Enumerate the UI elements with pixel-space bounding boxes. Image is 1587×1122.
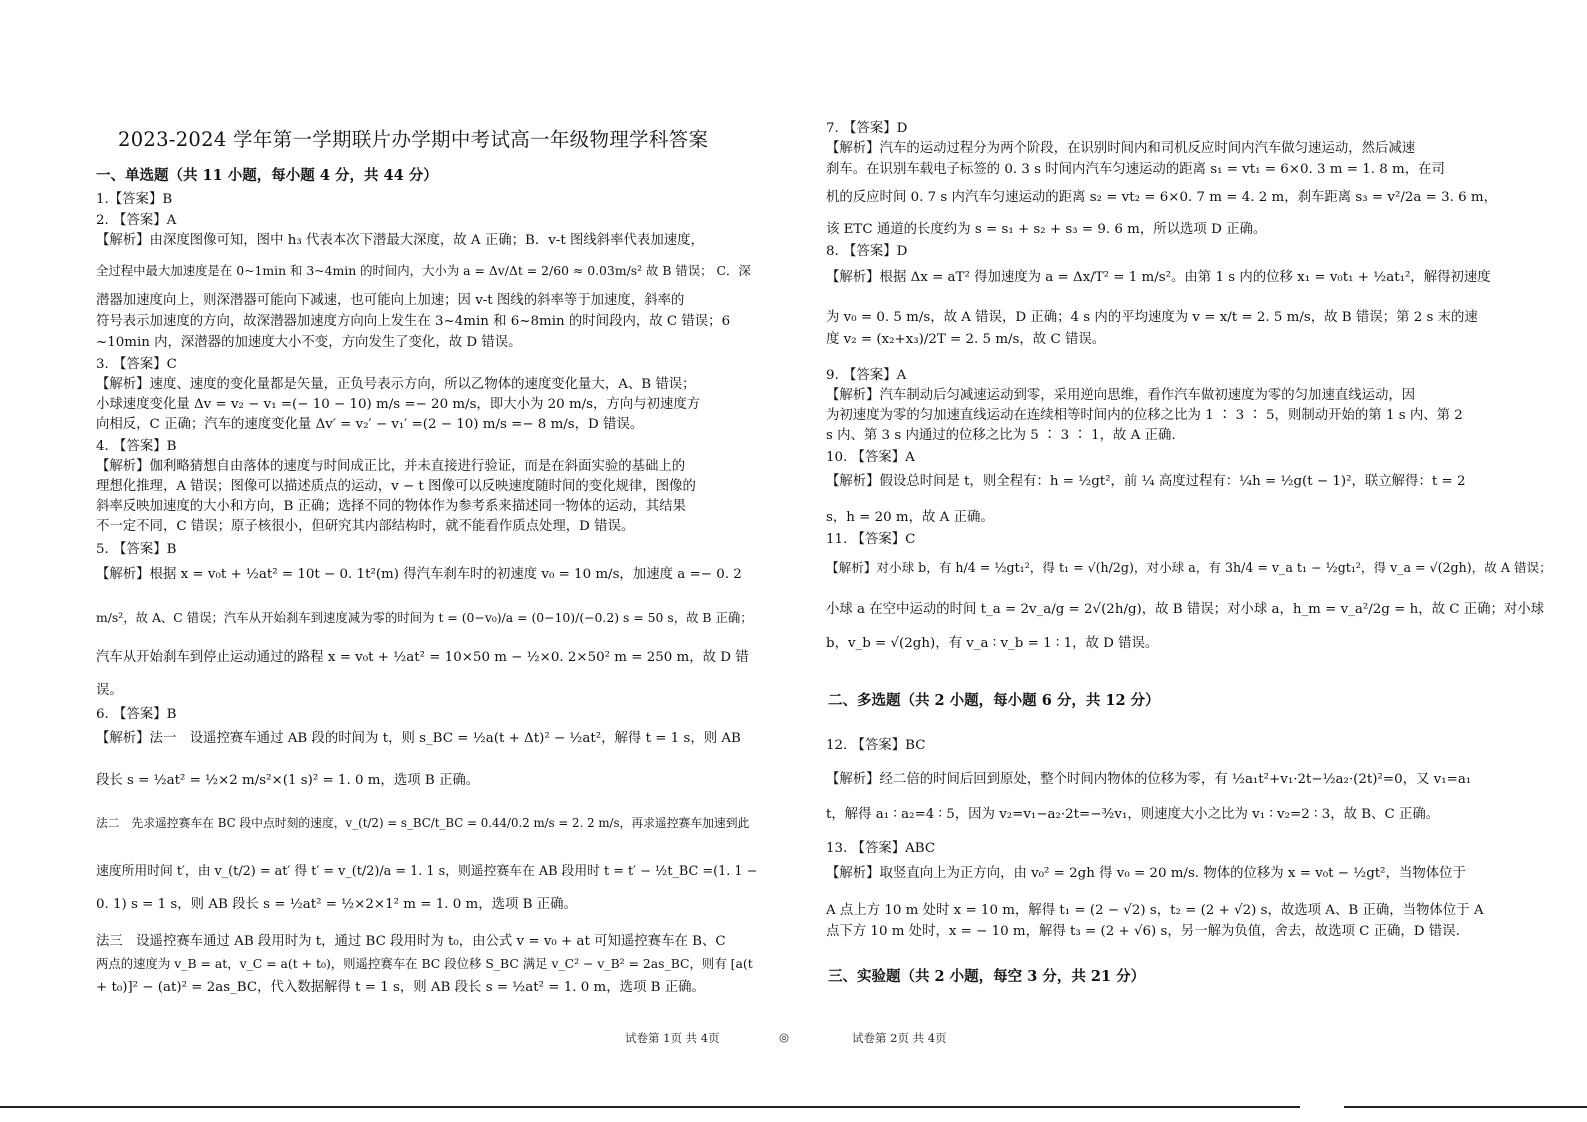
analysis-line: 向相反，C 正确；汽车的速度变化量 Δv′ = v₂′ − v₁′ =(2 − 10) m/s =− 8 m/s，D 错误。 (96, 417, 644, 432)
analysis-line: 法三 设遥控赛车通过 AB 段用时为 t，通过 BC 段用时为 t₀，由公式 v = v₀ + at 可知遥控赛车在 B、C (96, 934, 726, 949)
analysis-line: 潜器加速度向上，则深潜器可能向下减速，也可能向上加速；因 v-t 图线的斜率等于加速度，斜率的 (96, 293, 685, 308)
answer-line: 11. 【答案】C (826, 532, 916, 547)
analysis-line: ~10min 内，深潜器的加速度大小不变，方向发生了变化，故 D 错误。 (96, 335, 522, 350)
analysis-line: 点下方 10 m 处时，x = − 10 m，解得 t₃ = (2 + √6) s，另一解为负值，舍去，故选项 C 正确，D 错误. (826, 924, 1460, 939)
analysis-line: 该 ETC 通道的长度约为 s = s₁ + s₂ + s₃ = 9. 6 m，所以选项 D 正确。 (826, 222, 1267, 237)
analysis-line: 汽车从开始刹车到停止运动通过的路程 x = v₀t + ½at² = 10×50 m − ½×0. 2×50² m = 250 m，故 D 错 (96, 650, 749, 665)
analysis-line: 【解析】汽车制动后匀减速运动到零，采用逆向思维，看作汽车做初速度为零的匀加速直线运动，因 (826, 388, 1416, 403)
analysis-line: 【解析】根据 x = v₀t + ½at² = 10t − 0. 1t²(m) 得汽车刹车时的初速度 v₀ = 10 m/s，加速度 a =− 0. 2 (96, 567, 742, 582)
analysis-line: 斜率反映加速度的大小和方向，B 正确；选择不同的物体作为参考系来描述同一物体的运动，其结果 (96, 499, 686, 514)
analysis-line: 【解析】速度、速度的变化量都是矢量，正负号表示方向，所以乙物体的速度变化量大，A、B 错误； (96, 377, 696, 392)
analysis-line: 【解析】伽利略猜想自由落体的速度与时间成正比，并未直接进行验证，而是在斜面实验的基础上的 (96, 459, 686, 474)
bottom-divider-gap (1300, 1104, 1344, 1110)
page-footer-right: 试卷第 2页 共 4页 (852, 1031, 947, 1045)
analysis-line: 度 v₂ = (x₂+x₃)/2T = 2. 5 m/s，故 C 错误。 (826, 332, 1106, 347)
analysis-line: 段长 s = ½at² = ½×2 m/s²×(1 s)² = 1. 0 m，选项 B 正确。 (96, 773, 480, 788)
analysis-line: 法二 先求遥控赛车在 BC 段中点时刻的速度，v_(t/2) = s_BC/t_BC = 0.44/0.2 m/s = 2. 2 m/s，再求遥控赛车加速到此 (96, 816, 750, 830)
analysis-line: 为 v₀ = 0. 5 m/s，故 A 错误，D 正确；4 s 内的平均速度为 v = x/t = 2. 5 m/s，故 B 错误；第 2 s 末的速 (826, 310, 1478, 325)
analysis-line: 理想化推理，A 错误；图像可以描述质点的运动，v − t 图像可以反映速度随时间的变化规律，图像的 (96, 479, 696, 494)
answer-line: 13. 【答案】ABC (826, 841, 936, 856)
analysis-line: 全过程中最大加速度是在 0~1min 和 3~4min 的时间内，大小为 a = Δv/Δt = 2/60 ≈ 0.03m/s² 故 B 错误； C．深 (96, 263, 751, 278)
analysis-line: 0. 1) s = 1 s，则 AB 段长 s = ½at² = ½×2×1² m = 1. 0 m，选项 B 正确。 (96, 897, 577, 912)
answer-line: 2. 【答案】A (96, 213, 177, 228)
analysis-line: 【解析】对小球 b，有 h/4 = ½gt₁²，得 t₁ = √(h/2g)，对小球 a，有 3h/4 = v_a t₁ − ½gt₁²，得 v_a = √(2gh)，故 A 错误； (826, 560, 1552, 575)
analysis-line: b，v_b = √(2gh)，有 v_a ∶ v_b = 1 ∶ 1，故 D 错误。 (826, 636, 1159, 651)
analysis-line: 为初速度为零的匀加速直线运动在连续相等时间内的位移之比为 1 ∶ 3 ∶ 5，则制动开始的第 1 s 内、第 2 (826, 408, 1463, 423)
answer-line: 8. 【答案】D (826, 244, 908, 259)
bottom-divider (0, 1106, 1587, 1108)
analysis-line: 小球速度变化量 Δv = v₂ − v₁ =(− 10 − 10) m/s =− 20 m/s，即大小为 20 m/s，方向与初速度方 (96, 397, 701, 412)
analysis-line: 误。 (96, 683, 123, 698)
answer-line: 3. 【答案】C (96, 357, 177, 372)
analysis-line: A 点上方 10 m 处时 x = 10 m，解得 t₁ = (2 − √2) s，t₂ = (2 + √2) s，故选项 A、B 正确，当物体位于 A (826, 903, 1484, 918)
analysis-line: 【解析】假设总时间是 t，则全程有：h = ½gt²，前 ¼ 高度过程有：¼h = ½g(t − 1)²，联立解得：t = 2 (826, 474, 1466, 489)
analysis-line: 不一定不同，C 错误；原子核很小，但研究其内部结构时，就不能看作质点处理，D 错误。 (96, 519, 635, 534)
page-footer-left: 试卷第 1页 共 4页 (625, 1031, 720, 1045)
answer-line: 7. 【答案】D (826, 121, 908, 136)
answer-line: 4. 【答案】B (96, 439, 177, 454)
analysis-line: 【解析】根据 Δx = aT² 得加速度为 a = Δx/T² = 1 m/s²。由第 1 s 内的位移 x₁ = v₀t₁ + ½at₁²，解得初速度 (826, 270, 1491, 285)
analysis-line: + t₀)]² − (at)² = 2as_BC，代入数据解得 t = 1 s，则 AB 段长 s = ½at² = 1. 0 m，选项 B 正确。 (96, 980, 705, 995)
answer-line: 1.【答案】B (96, 192, 173, 207)
analysis-line: 机的反应时间 0. 7 s 内汽车匀速运动的距离 s₂ = vt₂ = 6×0. 7 m = 4. 2 m，刹车距离 s₃ = v²/2a = 3. 6 m， (826, 190, 1497, 205)
section-heading-multiple-choice: 二、多选题（共 2 小题，每小题 6 分，共 12 分） (828, 692, 1160, 709)
answer-line: 5. 【答案】B (96, 542, 177, 557)
analysis-line: s 内、第 3 s 内通过的位移之比为 5 ∶ 3 ∶ 1，故 A 正确. (826, 428, 1176, 443)
answer-line: 10. 【答案】A (826, 450, 915, 465)
analysis-line: 【解析】经二倍的时间后回到原处，整个时间内物体的位移为零，有 ½a₁t²+v₁·2t−½a₂·(2t)²=0，又 v₁=a₁ (826, 772, 1472, 787)
binding-mark-icon: ◎ (779, 1030, 790, 1044)
section-heading-single-choice: 一、单选题（共 11 小题，每小题 4 分，共 44 分） (96, 167, 438, 184)
answer-line: 9. 【答案】A (826, 368, 907, 383)
analysis-line: 符号表示加速度的方向，故深潜器加速度方向向上发生在 3~4min 和 6~8min 的时间段内，故 C 错误；6 (96, 314, 731, 329)
page-title: 2023-2024 学年第一学期联片办学期中考试高一年级物理学科答案 (118, 128, 709, 151)
analysis-line: s，h = 20 m，故 A 正确。 (826, 510, 994, 525)
analysis-line: 刹车。在识别车载电子标签的 0. 3 s 时间内汽车匀速运动的距离 s₁ = vt₁ = 6×0. 3 m = 1. 8 m，在司 (826, 162, 1445, 177)
analysis-line: 【解析】汽车的运动过程分为两个阶段，在识别时间内和司机反应时间内汽车做匀速运动，然后减速 (826, 141, 1416, 156)
analysis-line: 两点的速度为 v_B = at，v_C = a(t + t₀)，则遥控赛车在 BC 段位移 S_BC 满足 v_C² − v_B² = 2as_BC，则有 [a(t (96, 956, 753, 971)
analysis-line: m/s²，故 A、C 错误；汽车从开始刹车到速度减为零的时间为 t = (0−v₀)/a = (0−10)/(−0.2) s = 50 s，故 B 正确； (96, 610, 753, 625)
section-heading-experiment: 三、实验题（共 2 小题，每空 3 分，共 21 分） (828, 968, 1146, 985)
analysis-line: 【解析】由深度图像可知，图中 h₃ 代表本次下潜最大深度，故 A 正确；B．v-t 图线斜率代表加速度， (96, 233, 704, 248)
answer-line: 12. 【答案】BC (826, 738, 926, 753)
analysis-line: 速度所用时间 t′，由 v_(t/2) = at′ 得 t′ = v_(t/2)/a = 1. 1 s，则遥控赛车在 AB 段用时 t = t′ − ½t_BC =(1. 1 − (96, 864, 758, 879)
analysis-line: 【解析】法一 设遥控赛车通过 AB 段的时间为 t，则 s_BC = ½a(t + Δt)² − ½at²，解得 t = 1 s，则 AB (96, 731, 741, 746)
analysis-line: 【解析】取竖直向上为正方向，由 v₀² = 2gh 得 v₀ = 20 m/s. 物体的位移为 x = v₀t − ½gt²，当物体位于 (826, 866, 1466, 881)
analysis-line: 小球 a 在空中运动的时间 t_a = 2v_a/g = 2√(2h/g)，故 B 错误；对小球 a，h_m = v_a²/2g = h，故 C 正确；对小球 (826, 602, 1545, 617)
analysis-line: t，解得 a₁ ∶ a₂=4 ∶ 5，因为 v₂=v₁−a₂·2t=−³⁄₂v₁，则速度大小之比为 v₁ ∶ v₂=2 ∶ 3，故 B、C 正确。 (826, 807, 1440, 822)
answer-line: 6. 【答案】B (96, 707, 177, 722)
